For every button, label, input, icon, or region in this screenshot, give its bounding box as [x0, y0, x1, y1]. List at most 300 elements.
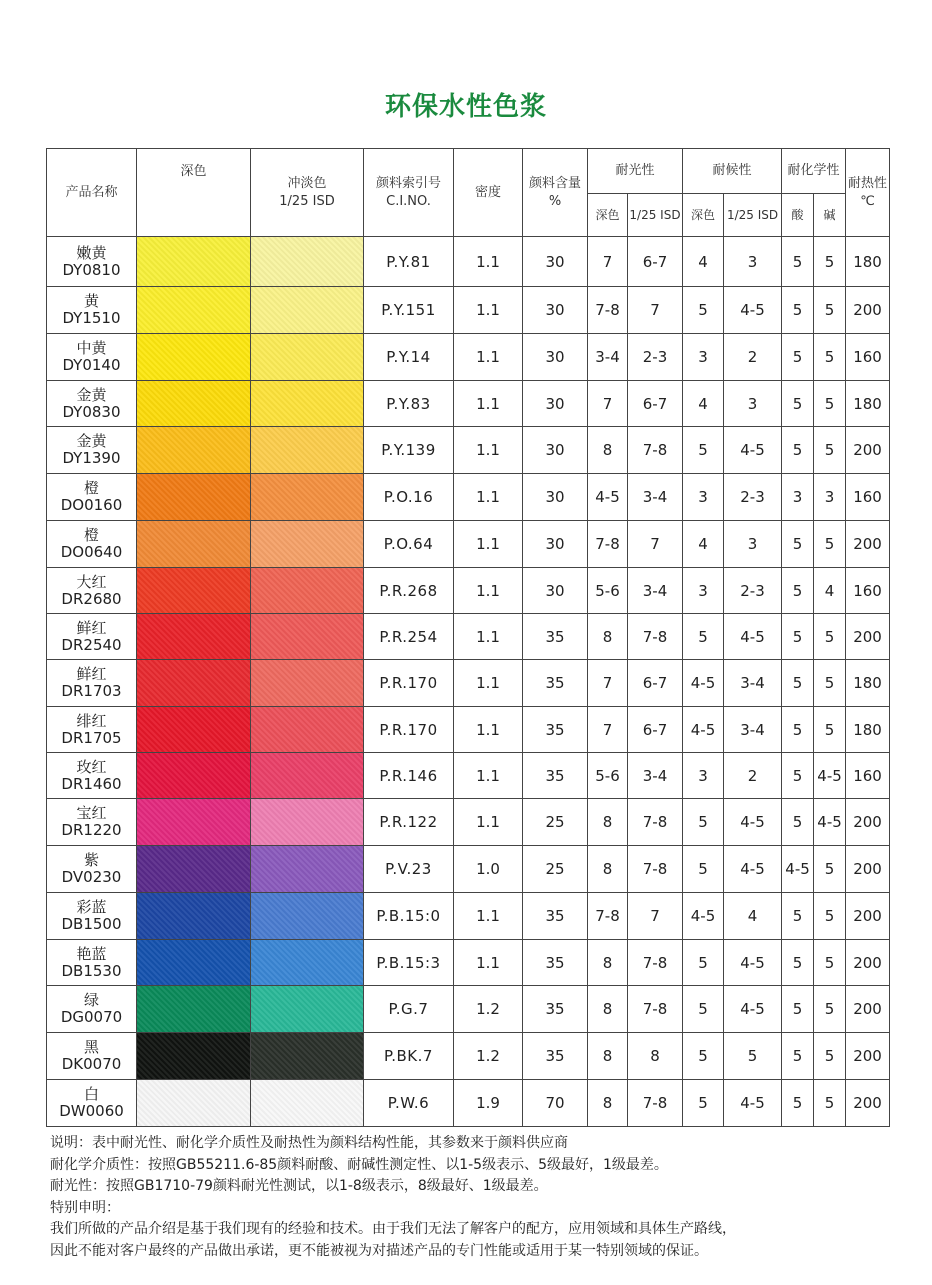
product-name-cell: [47, 707, 137, 753]
table-row: [47, 237, 890, 287]
alkali-resist-cell: 5: [814, 334, 846, 381]
alkali-resist-cell: 4-5: [814, 799, 846, 846]
light-swatch: [251, 753, 363, 798]
light-swatch-cell: [251, 707, 364, 753]
weather-deep-cell: 4: [683, 521, 724, 568]
product-cn-name: 绿: [83, 991, 99, 1009]
density-cell: 1.1: [454, 568, 523, 614]
product-code: DB1530: [61, 961, 122, 980]
heat-resist-cell: 200: [846, 1080, 890, 1127]
header-heat: [846, 149, 890, 237]
product-name-cell: [47, 893, 137, 940]
acid-resist-cell: 5: [782, 287, 814, 334]
product-name-cell: [47, 1033, 137, 1080]
lightfast-deep-cell: 7: [588, 660, 628, 707]
pigment-content-cell: 35: [523, 1033, 588, 1080]
alkali-resist-cell: 5: [814, 1080, 846, 1127]
weather-isd-cell: 2: [724, 334, 782, 381]
ci-number-cell: P.G.7: [364, 986, 454, 1033]
pigment-content-cell: 35: [523, 893, 588, 940]
alkali-resist-cell: 5: [814, 893, 846, 940]
lightfast-deep-cell: 8: [588, 1033, 628, 1080]
deep-swatch: [137, 846, 250, 892]
acid-resist-cell: 5: [782, 986, 814, 1033]
product-cn-name: 橙: [83, 479, 99, 497]
light-swatch: [251, 707, 363, 752]
light-swatch-cell: [251, 753, 364, 799]
ci-number-cell: P.O.64: [364, 521, 454, 568]
light-swatch-cell: [251, 427, 364, 474]
note-line: 耐化学介质性：按照GB55211.6-85颜料耐酸、耐碱性测定性、以1-5级表示、5级最好，1级最差。: [50, 1156, 668, 1173]
product-code: DO0160: [60, 496, 123, 514]
density-cell: 1.2: [454, 1033, 523, 1080]
note-line: 特别申明：: [50, 1199, 120, 1216]
notes-block: [50, 1133, 900, 1262]
light-swatch-cell: [251, 660, 364, 707]
light-swatch: [251, 334, 363, 380]
lightfast-deep-cell: 5-6: [588, 568, 628, 614]
deep-swatch-cell: [137, 614, 251, 660]
alkali-resist-cell: 4: [814, 568, 846, 614]
table-row: [47, 287, 890, 334]
product-code: DY1510: [62, 309, 121, 327]
acid-resist-cell: 5: [782, 753, 814, 799]
header-deep: [137, 149, 251, 237]
ci-number-cell: P.Y.81: [364, 237, 454, 287]
deep-swatch: [137, 474, 250, 520]
deep-swatch: [137, 707, 250, 752]
acid-resist-cell: 5: [782, 521, 814, 568]
ci-number-cell: P.V.23: [364, 846, 454, 893]
lightfast-deep-cell: 4-5: [588, 474, 628, 521]
weather-deep-cell: 3: [683, 334, 724, 381]
weather-isd-cell: 2-3: [724, 474, 782, 521]
pigment-content-cell: 30: [523, 568, 588, 614]
deep-swatch: [137, 381, 250, 426]
deep-swatch-cell: [137, 474, 251, 521]
light-swatch-cell: [251, 381, 364, 427]
deep-swatch: [137, 237, 250, 286]
acid-resist-cell: 5: [782, 940, 814, 986]
density-cell: 1.1: [454, 521, 523, 568]
acid-resist-cell: 5: [782, 427, 814, 474]
header-lightfastness: 耐光性: [588, 149, 683, 194]
alkali-resist-cell: 3: [814, 474, 846, 521]
lightfast-isd-cell: 3-4: [628, 753, 683, 799]
product-cn-name: 鲜红: [76, 618, 107, 637]
acid-resist-cell: 5: [782, 660, 814, 707]
product-code: DR1705: [61, 728, 122, 747]
product-cn-name: 彩蓝: [76, 898, 107, 916]
product-cn-name: 黑: [83, 1038, 99, 1056]
weather-isd-cell: 3-4: [724, 660, 782, 707]
density-cell: 1.2: [454, 986, 523, 1033]
product-code: DR1460: [61, 774, 122, 793]
note-line: 说明：表中耐光性、耐化学介质性及耐热性为颜料结构性能，其参数来于颜料供应商: [50, 1135, 568, 1151]
page-title: 环保水性色浆: [384, 92, 547, 122]
ci-number-cell: P.Y.151: [364, 287, 454, 334]
header-ci-label: 颜料索引号: [375, 175, 441, 191]
light-swatch-cell: [251, 893, 364, 940]
weather-deep-cell: 5: [683, 287, 724, 334]
weather-deep-cell: 3: [683, 568, 724, 614]
lightfast-isd-cell: 7-8: [628, 799, 683, 846]
heat-resist-cell: 160: [846, 568, 890, 614]
product-cn-name: 嫩黄: [76, 243, 107, 262]
light-swatch: [251, 381, 363, 426]
weather-deep-cell: 5: [683, 427, 724, 474]
heat-resist-cell: 180: [846, 381, 890, 427]
weather-isd-cell: 4-5: [724, 799, 782, 846]
product-cn-name: 中黄: [76, 339, 107, 357]
header-chemical: 耐化学性: [782, 149, 846, 194]
product-name-cell: [47, 753, 137, 799]
product-name-cell: [47, 381, 137, 427]
pigment-content-cell: 35: [523, 940, 588, 986]
heat-resist-cell: 180: [846, 660, 890, 707]
table-row: [47, 521, 890, 568]
deep-swatch-cell: [137, 334, 251, 381]
lightfast-deep-cell: 7-8: [588, 893, 628, 940]
density-cell: 1.9: [454, 1080, 523, 1127]
table-row: [47, 334, 890, 381]
table-row: [47, 1033, 890, 1080]
product-cn-name: 鲜红: [76, 665, 107, 683]
alkali-resist-cell: 5: [814, 521, 846, 568]
table-row: [47, 474, 890, 521]
density-cell: 1.1: [454, 753, 523, 799]
density-cell: 1.1: [454, 427, 523, 474]
weather-deep-cell: 5: [683, 846, 724, 893]
lightfast-isd-cell: 3-4: [628, 568, 683, 614]
lightfast-isd-cell: 6-7: [628, 707, 683, 753]
heat-resist-cell: 200: [846, 940, 890, 986]
light-swatch-cell: [251, 614, 364, 660]
alkali-resist-cell: 4-5: [814, 753, 846, 799]
ci-number-cell: P.O.16: [364, 474, 454, 521]
alkali-resist-cell: 5: [814, 237, 846, 287]
deep-swatch-cell: [137, 660, 251, 707]
header-content-unit: %: [548, 193, 562, 209]
weather-deep-cell: 4: [683, 237, 724, 287]
weather-isd-cell: 3-4: [724, 707, 782, 753]
product-name-cell: [47, 334, 137, 381]
ci-number-cell: P.B.15:3: [364, 940, 454, 986]
deep-swatch-cell: [137, 986, 251, 1033]
header-ci: [364, 149, 454, 237]
deep-swatch-cell: [137, 1033, 251, 1080]
deep-swatch: [137, 427, 250, 473]
deep-swatch-cell: [137, 521, 251, 568]
subheader-w-isd: 1/25 ISD: [724, 194, 782, 237]
product-code: DB1500: [61, 915, 122, 933]
table-row: [47, 753, 890, 799]
heat-resist-cell: 200: [846, 846, 890, 893]
acid-resist-cell: 5: [782, 237, 814, 287]
lightfast-deep-cell: 7: [588, 381, 628, 427]
alkali-resist-cell: 5: [814, 660, 846, 707]
product-cn-name: 玫红: [76, 757, 107, 776]
deep-swatch: [137, 799, 250, 845]
lightfast-isd-cell: 6-7: [628, 660, 683, 707]
heat-resist-cell: 200: [846, 799, 890, 846]
light-swatch-cell: [251, 799, 364, 846]
lightfast-isd-cell: 7-8: [628, 614, 683, 660]
table-row: [47, 1080, 890, 1127]
product-cn-name: 艳蓝: [76, 944, 107, 963]
subheader-acid: 酸: [782, 194, 814, 237]
product-code: DW0060: [59, 1102, 124, 1120]
pigment-content-cell: 35: [523, 707, 588, 753]
light-swatch: [251, 568, 363, 613]
product-code: DY1390: [62, 449, 121, 467]
light-swatch-cell: [251, 940, 364, 986]
weather-isd-cell: 3: [724, 237, 782, 287]
note-line: 我们所做的产品介绍是基于我们现有的经验和技术。由于我们无法了解客户的配方，应用领域和具体生产路线，: [50, 1221, 736, 1237]
heat-resist-cell: 200: [846, 614, 890, 660]
deep-swatch-cell: [137, 799, 251, 846]
density-cell: 1.1: [454, 614, 523, 660]
ci-number-cell: P.R.146: [364, 753, 454, 799]
product-cn-name: 紫: [83, 851, 99, 869]
pigment-content-cell: 70: [523, 1080, 588, 1127]
deep-swatch-cell: [137, 568, 251, 614]
deep-swatch-cell: [137, 381, 251, 427]
deep-swatch: [137, 660, 250, 706]
weather-isd-cell: 3: [724, 381, 782, 427]
product-code: DR2540: [61, 635, 122, 654]
table-row: [47, 427, 890, 474]
table-row: [47, 986, 890, 1033]
ci-number-cell: P.Y.14: [364, 334, 454, 381]
deep-swatch-cell: [137, 893, 251, 940]
deep-swatch-cell: [137, 753, 251, 799]
acid-resist-cell: 5: [782, 893, 814, 940]
alkali-resist-cell: 5: [814, 427, 846, 474]
pigment-content-cell: 30: [523, 287, 588, 334]
alkali-resist-cell: 5: [814, 614, 846, 660]
acid-resist-cell: 5: [782, 381, 814, 427]
acid-resist-cell: 5: [782, 568, 814, 614]
lightfast-deep-cell: 3-4: [588, 334, 628, 381]
ci-number-cell: P.Y.83: [364, 381, 454, 427]
header-heat-unit: ℃: [860, 193, 875, 209]
lightfast-isd-cell: 7-8: [628, 986, 683, 1033]
product-code: DO0640: [60, 543, 123, 561]
alkali-resist-cell: 5: [814, 287, 846, 334]
pigment-content-cell: 35: [523, 660, 588, 707]
weather-isd-cell: 5: [724, 1033, 782, 1080]
heat-resist-cell: 200: [846, 427, 890, 474]
weather-isd-cell: 4-5: [724, 427, 782, 474]
note-line: 耐光性：按照GB1710-79颜料耐光性测试，以1-8级表示，8级最好、1级最差。: [50, 1178, 548, 1194]
light-swatch: [251, 846, 363, 892]
header-deep-label: 深色: [180, 163, 207, 179]
ci-number-cell: P.R.170: [364, 660, 454, 707]
light-swatch: [251, 940, 363, 985]
density-cell: 1.1: [454, 707, 523, 753]
acid-resist-cell: 4-5: [782, 846, 814, 893]
lightfast-isd-cell: 7-8: [628, 940, 683, 986]
header-row-1: [47, 149, 890, 194]
acid-resist-cell: 5: [782, 614, 814, 660]
density-cell: 1.1: [454, 474, 523, 521]
pigment-content-cell: 35: [523, 986, 588, 1033]
weather-isd-cell: 4-5: [724, 846, 782, 893]
density-cell: 1.1: [454, 334, 523, 381]
deep-swatch: [137, 893, 250, 939]
heat-resist-cell: 160: [846, 753, 890, 799]
weather-deep-cell: 5: [683, 940, 724, 986]
product-name-cell: [47, 799, 137, 846]
light-swatch: [251, 1033, 363, 1079]
product-name-cell: [47, 427, 137, 474]
pigment-content-cell: 30: [523, 474, 588, 521]
lightfast-deep-cell: 8: [588, 940, 628, 986]
header-content: [523, 149, 588, 237]
product-name-cell: [47, 660, 137, 707]
pigment-content-cell: 30: [523, 521, 588, 568]
product-cn-name: 金黄: [76, 432, 107, 450]
pigment-content-cell: 35: [523, 753, 588, 799]
table-row: [47, 707, 890, 753]
pigment-content-cell: 30: [523, 427, 588, 474]
heat-resist-cell: 180: [846, 707, 890, 753]
lightfast-deep-cell: 7: [588, 237, 628, 287]
weather-deep-cell: 4-5: [683, 707, 724, 753]
header-weather: 耐候性: [683, 149, 782, 194]
heat-resist-cell: 200: [846, 986, 890, 1033]
header-light: [251, 149, 364, 237]
light-swatch: [251, 893, 363, 939]
density-cell: 1.1: [454, 799, 523, 846]
header-light-ratio: 1/25 ISD: [279, 193, 335, 209]
light-swatch: [251, 614, 363, 659]
lightfast-isd-cell: 7-8: [628, 1080, 683, 1127]
alkali-resist-cell: 5: [814, 846, 846, 893]
product-code: DK0070: [61, 1055, 122, 1073]
light-swatch-cell: [251, 986, 364, 1033]
density-cell: 1.1: [454, 893, 523, 940]
ci-number-cell: P.W.6: [364, 1080, 454, 1127]
weather-isd-cell: 3: [724, 521, 782, 568]
pigment-content-cell: 25: [523, 846, 588, 893]
product-name-cell: [47, 1080, 137, 1127]
deep-swatch-cell: [137, 940, 251, 986]
heat-resist-cell: 160: [846, 334, 890, 381]
alkali-resist-cell: 5: [814, 1033, 846, 1080]
deep-swatch: [137, 521, 250, 567]
weather-deep-cell: 5: [683, 1033, 724, 1080]
product-cn-name: 金黄: [76, 385, 107, 404]
lightfast-isd-cell: 7-8: [628, 846, 683, 893]
product-cn-name: 白: [83, 1085, 99, 1103]
weather-deep-cell: 3: [683, 753, 724, 799]
product-name-cell: [47, 986, 137, 1033]
weather-deep-cell: 4: [683, 381, 724, 427]
product-cn-name: 橙: [83, 526, 99, 544]
ci-number-cell: P.R.268: [364, 568, 454, 614]
lightfast-isd-cell: 7-8: [628, 427, 683, 474]
lightfast-isd-cell: 2-3: [628, 334, 683, 381]
lightfast-deep-cell: 5-6: [588, 753, 628, 799]
table-row: [47, 614, 890, 660]
deep-swatch: [137, 940, 250, 985]
weather-isd-cell: 4-5: [724, 940, 782, 986]
table-row: [47, 660, 890, 707]
weather-isd-cell: 4-5: [724, 614, 782, 660]
lightfast-deep-cell: 8: [588, 1080, 628, 1127]
light-swatch-cell: [251, 474, 364, 521]
weather-deep-cell: 5: [683, 614, 724, 660]
light-swatch: [251, 799, 363, 845]
lightfast-isd-cell: 7: [628, 521, 683, 568]
deep-swatch: [137, 986, 250, 1032]
header-product-name: 产品名称: [47, 149, 137, 237]
pigment-content-cell: 25: [523, 799, 588, 846]
pigment-content-cell: 30: [523, 381, 588, 427]
density-cell: 1.1: [454, 940, 523, 986]
product-code: DR1220: [61, 821, 122, 839]
lightfast-isd-cell: 3-4: [628, 474, 683, 521]
deep-swatch-cell: [137, 237, 251, 287]
note-line: 因此不能对客户最终的产品做出承诺，更不能被视为对描述产品的专门性能或适用于某一特别领域的保证。: [50, 1242, 708, 1259]
lightfast-deep-cell: 8: [588, 986, 628, 1033]
deep-swatch-cell: [137, 1080, 251, 1127]
table-body: [47, 237, 890, 1127]
weather-isd-cell: 4-5: [724, 287, 782, 334]
product-cn-name: 黄: [83, 292, 99, 310]
deep-swatch: [137, 753, 250, 798]
weather-deep-cell: 4-5: [683, 660, 724, 707]
light-swatch: [251, 287, 363, 333]
deep-swatch: [137, 334, 250, 380]
light-swatch: [251, 427, 363, 473]
weather-isd-cell: 4-5: [724, 986, 782, 1033]
product-cn-name: 宝红: [76, 804, 107, 822]
heat-resist-cell: 200: [846, 287, 890, 334]
deep-swatch-cell: [137, 846, 251, 893]
product-name-cell: [47, 846, 137, 893]
subheader-lf-deep: 深色: [588, 194, 628, 237]
light-swatch-cell: [251, 521, 364, 568]
product-name-cell: [47, 474, 137, 521]
subheader-lf-isd: 1/25 ISD: [628, 194, 683, 237]
ci-number-cell: P.BK.7: [364, 1033, 454, 1080]
header-density: 密度: [454, 149, 523, 237]
light-swatch: [251, 521, 363, 567]
product-name-cell: [47, 287, 137, 334]
lightfast-deep-cell: 8: [588, 614, 628, 660]
lightfast-isd-cell: 6-7: [628, 381, 683, 427]
pigment-content-cell: 35: [523, 614, 588, 660]
heat-resist-cell: 160: [846, 474, 890, 521]
deep-swatch: [137, 614, 250, 659]
light-swatch-cell: [251, 237, 364, 287]
lightfast-deep-cell: 8: [588, 846, 628, 893]
deep-swatch: [137, 568, 250, 613]
deep-swatch: [137, 1080, 250, 1126]
weather-isd-cell: 2: [724, 753, 782, 799]
heat-resist-cell: 180: [846, 237, 890, 287]
light-swatch-cell: [251, 1033, 364, 1080]
light-swatch-cell: [251, 1080, 364, 1127]
light-swatch: [251, 474, 363, 520]
product-code: DY0810: [62, 260, 121, 279]
light-swatch-cell: [251, 287, 364, 334]
light-swatch: [251, 986, 363, 1032]
deep-swatch-cell: [137, 707, 251, 753]
